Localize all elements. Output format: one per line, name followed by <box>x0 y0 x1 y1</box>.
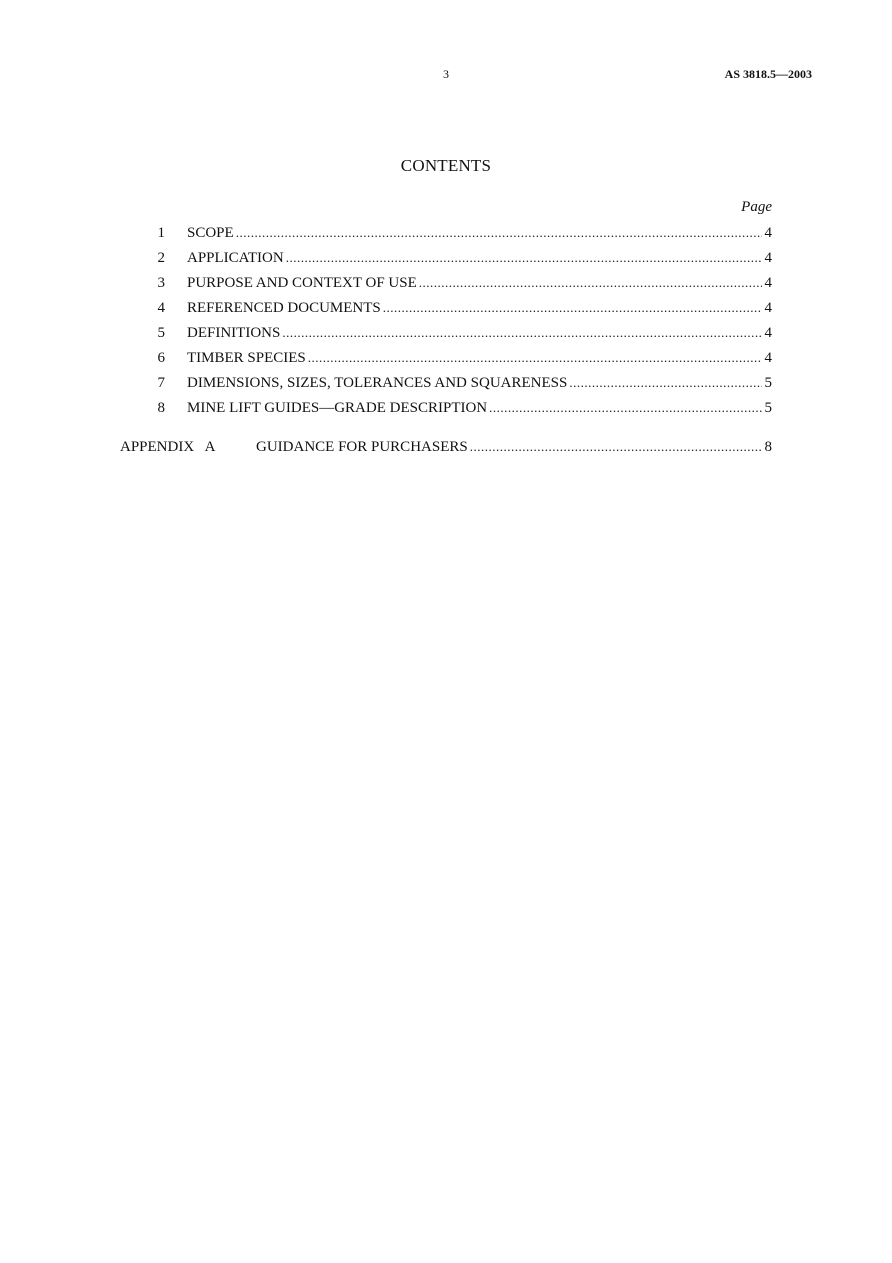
toc-entry[interactable] <box>120 322 772 347</box>
toc-entry-title: APPLICATION <box>187 250 284 266</box>
toc-entry-page: 4 <box>764 250 772 266</box>
toc-entry-title: TIMBER SPECIES <box>187 350 306 366</box>
document-id: AS 3818.5—2003 <box>724 67 812 81</box>
contents-title: CONTENTS <box>400 156 492 175</box>
toc-entry[interactable] <box>120 247 772 272</box>
toc-entry-title: SCOPE <box>187 225 234 241</box>
toc-entry-title: DEFINITIONS <box>187 325 281 341</box>
toc-entry-page: 5 <box>764 400 772 416</box>
toc-entry[interactable] <box>120 222 772 247</box>
toc-entry-number: 6 <box>157 350 165 366</box>
dot-leader <box>308 347 762 369</box>
toc-entry[interactable] <box>120 397 772 422</box>
toc-entry-page: 4 <box>764 350 772 366</box>
dot-leader <box>569 372 762 394</box>
dot-leader <box>236 222 762 244</box>
toc-entry[interactable] <box>120 297 772 322</box>
toc-entry-page: 4 <box>764 325 772 341</box>
toc-entry-page: 4 <box>764 275 772 291</box>
dot-leader <box>419 272 762 294</box>
toc-entry[interactable] <box>120 347 772 372</box>
toc-entry-number: 3 <box>157 275 165 291</box>
toc-entry-page: 4 <box>764 300 772 316</box>
toc-entry-number: 2 <box>157 250 165 266</box>
toc-entry-number: 1 <box>157 225 165 241</box>
toc-entry-title: MINE LIFT GUIDES—GRADE DESCRIPTION <box>187 400 488 416</box>
appendix-label: APPENDIX A <box>120 439 216 455</box>
appendix-page: 8 <box>764 439 772 455</box>
dot-leader <box>282 322 762 344</box>
toc-entry-number: 7 <box>157 375 165 391</box>
appendix-title: GUIDANCE FOR PURCHASERS <box>256 439 468 455</box>
toc-entry-title: DIMENSIONS, SIZES, TOLERANCES AND SQUARENESS <box>187 375 568 391</box>
toc-entry[interactable] <box>120 272 772 297</box>
toc-entry-title: PURPOSE AND CONTEXT OF USE <box>187 275 417 291</box>
toc-entry-page: 5 <box>764 375 772 391</box>
toc-entry-number: 4 <box>157 300 165 316</box>
dot-leader <box>489 397 762 419</box>
toc-entry-page: 4 <box>764 225 772 241</box>
toc-entry-title: REFERENCED DOCUMENTS <box>187 300 381 316</box>
page-column-label: Page <box>741 199 772 215</box>
toc-entry-number: 5 <box>157 325 165 341</box>
toc-entry[interactable] <box>120 372 772 397</box>
toc-appendix-entry[interactable] <box>120 436 772 461</box>
table-of-contents <box>120 222 772 461</box>
toc-entry-number: 8 <box>157 400 165 416</box>
dot-leader <box>383 297 762 319</box>
dot-leader <box>286 247 762 269</box>
page-number: 3 <box>443 67 449 81</box>
dot-leader <box>470 436 762 458</box>
